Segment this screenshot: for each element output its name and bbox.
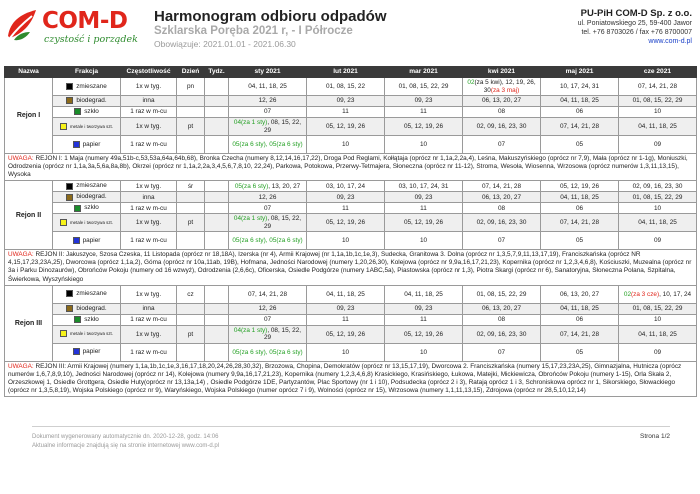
fraction-cell [53,232,121,250]
week-cell [205,203,229,214]
week-cell [205,192,229,203]
date-cell-apr: 06, 13, 20, 27 [463,192,541,203]
fraction-color-swatch [73,141,80,148]
fraction-color-swatch [74,108,81,115]
frequency-cell: 1x w tyg. [121,325,177,343]
fraction-color-swatch [60,123,67,130]
fraction-cell [53,325,121,343]
region-note-row [5,361,697,396]
fraction-color-swatch [73,237,80,244]
date-cell-may: 07, 14, 21, 28 [541,325,619,343]
date-cell-feb: 10 [307,343,385,361]
footer-info [32,433,219,450]
col-header-mar: mar 2021 [385,67,463,78]
region-note-row [5,154,697,181]
fraction-cell [53,203,121,214]
footer-website-note: Aktualne informacje znajdują się na stronie internetowej www.com-d.pl [32,442,220,449]
day-cell: pt [177,118,205,136]
region-note [5,250,697,285]
fraction-label: biodegrad. [76,304,107,312]
date-cell-mar: 10 [385,343,463,361]
date-cell-feb: 05, 12, 19, 26 [307,118,385,136]
fraction-color-swatch [60,219,67,226]
fraction-cell [53,96,121,107]
table-row [5,285,697,303]
frequency-cell: 1 raz w m-cu [121,136,177,154]
note-text: REJON III: Armii Krajowej (numery 1,1a,1b,1c,1e,3,16,17,18,20,24,26,28,30,32), Brzozowa, Chopina, Demokratów (oprócz nr 13,15,17,19), Dworcowa 2. Franciszkańska (numery 15,17,23,23A,25), Gimnazjalna, Hutnicza (oprócz numerów 1,6,7,8,9,10), Jedności Narodowej (oprócz nr 14), Kolejowa (numery 9,9a,16,17,21,23), Kopernika (numery 1,2,3,4,6,8) Krasickiego, Krasińskiego, Łukowa, Matejki, Mickiewicza, Obrońców Pokoju (numery 1-15), Orla Skała 2, Orzeszkowej 1, Osiedle Grottgera, Osiedle Huty(oprócz nr 13,13a,14) , Osiedle Podgórze 1DE, Partyzantów, Plac Sportowy (nr 1 i 10), Podsudecka (oprócz 2 i 3), Ratają oprócz 1 i 3, Schroniskowa oprócz nr 1, Sikorskiego, Słowackiego (oprócz nr 1,3,5,8,19), Wojska Polskiego (oprócz nr 9), Waryńskiego, Wojska Polskiego (numer oprócz 7 i 9), Wolności (oprócz nr 15), Wrzosowa (numery 1,1,11,13,15), Zdrojowa (oprócz nr 28,5,10,12,14) [8,362,682,394]
fraction-label: metale i tworzywa szt. [70,331,113,337]
week-cell [205,325,229,343]
table-row [5,203,697,214]
logo-tagline: czystość i porządek [44,34,138,45]
date-cell-apr: 07 [463,343,541,361]
date-cell-jun: 09 [619,343,697,361]
fraction-label: szkło [84,315,99,323]
date-cell-feb: 11 [307,107,385,118]
week-cell [205,118,229,136]
fraction-label: metale i tworzywa szt. [70,123,113,129]
fraction-cell [53,181,121,192]
date-cell-apr: 01, 08, 15, 22, 29 [463,285,541,303]
note-text: REJON I: 1 Maja (numery 49a,51b-c,53,53a,64a,64b,68), Bronka Czecha (numery 8,12,14,16,17,22), Droga Pod Reglami, Kołłątaja (oprócz nr 1,1a,2,2a,4), Leśna, Makuszyńskiego (oprócz nr 7,9), Mała (oprócz nr 1-1g), Moniuszki, Odrodzenia (oprócz nr 1,1a,3a,5,6a,8a,8b), Okrzei (oprócz nr 1,1a,2,2a,3,4,5,6,7,8,10, 22,24), Parkowa, Potokowa, Przerwy-Tetmajera, Słoneczna (oprócz nr 11-12), Stroma, Wesoła, Wiosenna, Wrzosowa (oprócz numerów 1,3,11,13,15), Wysoka [8,155,688,179]
frequency-cell: 1 raz w m-cu [121,232,177,250]
date-cell-apr: 07 [463,136,541,154]
date-cell-feb: 11 [307,203,385,214]
company-phone: tel. +76 8703026 / fax +76 8700007 [581,29,692,36]
fraction-color-swatch [60,330,67,337]
frequency-cell: 1x w tyg. [121,78,177,96]
date-cell-feb: 09, 23 [307,303,385,314]
week-cell [205,214,229,232]
date-cell-apr: 06, 13, 20, 27 [463,303,541,314]
page-header [0,0,700,62]
day-cell [177,343,205,361]
page-title: Harmonogram odbioru odpadów [154,8,387,25]
date-cell-jan: 12, 26 [229,303,307,314]
date-cell-jun: 02, 09, 16, 23, 30 [619,181,697,192]
date-cell-mar: 09, 23 [385,192,463,203]
frequency-cell: 1 raz w m-cu [121,203,177,214]
frequency-cell: 1x w tyg. [121,181,177,192]
day-cell: pt [177,214,205,232]
date-cell-mar: 10 [385,232,463,250]
date-moved: 04(za 1 sty) [233,215,268,223]
col-header-jan: sty 2021 [229,67,307,78]
fraction-label: szkło [84,204,99,212]
fraction-cell [53,192,121,203]
date-cell-jun: 04, 11, 18, 25 [619,325,697,343]
region-note [5,154,697,181]
note-text: REJON II: Jakuszyce, Szosa Czeska, 11 Listopada (oprócz nr 18,18A), Izerska (nr 4), Armii Krajowej (nr 1,1a,1b,1c,1e,3), Sudecka, Granitowa 3. Dolna (oprócz nr 1,3,5,7,9,11,13,17,19), Franciszkańska (oprócz NR 4,15,17,23,23A,25), Dworcowa (oprócz 1,1a,2), Góma (oprócz nr 10a,11ab, 19B), Hofmana, Jedności Narodowej (numery 1,20,26,30), Kolejowa (oprócz nr 9,9a,16,17,21,23), Kopernika (oprócz nr 1,2,3,4,6,8), Kościuszki, Muzealna (oprócz nr 3a i Parku Dinozaurów), Obrońców Pokoju (numery od 16 wzwyż), Odrodzenia (2,6,6c), Oficerska, Osiedle Podgórze (numery 1ABC,5a), Piastowska (oprócz nr 1,3), Piotra Skargi (oprócz nr 6), Sanatoryjna, Słoneczna Polana, Szpitalna, Świerkowa, Wyszyńskiego [8,251,692,283]
fraction-cell [53,343,121,361]
company-info [492,8,692,46]
date-cell-feb: 05, 12, 19, 26 [307,214,385,232]
date-cell-apr: 08 [463,107,541,118]
date-cell-apr: 07, 14, 21, 28 [463,181,541,192]
date-cell-jun: 01, 08, 15, 22, 29 [619,303,697,314]
date-cell-jun: 04, 11, 18, 25 [619,118,697,136]
frequency-cell: 1 raz w m-cu [121,343,177,361]
region-name: Rejon III [5,285,53,361]
table-row [5,232,697,250]
date-cell-jun [619,285,697,303]
date-cell-may: 05 [541,136,619,154]
date-moved: 05(za 6 sty) [234,182,269,190]
footer-divider [32,426,670,427]
frequency-cell: 1 raz w m-cu [121,107,177,118]
fraction-cell [53,314,121,325]
fraction-color-swatch [66,97,73,104]
table-row [5,214,697,232]
table-row [5,192,697,203]
page-number: Strona 1/2 [640,433,670,440]
date-cell-jan: 12, 26 [229,192,307,203]
frequency-cell: 1x w tyg. [121,214,177,232]
date-cell-jan [229,118,307,136]
fraction-label: papier [82,140,101,148]
fraction-cell [53,118,121,136]
date-cell-apr: 07 [463,232,541,250]
date-cell-jun: 09 [619,232,697,250]
date-moved: 02 [623,290,632,298]
date-text: , 08, 15, 22, 29 [263,326,302,342]
date-cell-jun: 09 [619,136,697,154]
company-website-link[interactable]: www.com-d.pl [648,38,692,45]
date-cell-may: 04, 11, 18, 25 [541,303,619,314]
table-row [5,107,697,118]
validity-period: Obowiązuje: 2021.01.01 - 2021.06.30 [154,39,296,49]
col-header-may: maj 2021 [541,67,619,78]
date-cell-may: 05, 12, 19, 26 [541,181,619,192]
date-cell-may: 04, 11, 18, 25 [541,96,619,107]
table-header-row [5,67,697,78]
col-header-frequency: Częstotliwość [121,67,177,78]
date-cell-may: 10, 17, 24, 31 [541,78,619,96]
col-header-apr: kwi 2021 [463,67,541,78]
fraction-label: zmieszane [76,290,107,298]
footer-generated: Dokument wygenerowany automatycznie dn. 2020-12-28, godz. 14:06 [32,434,219,440]
date-cell-feb: 10 [307,232,385,250]
col-header-jun: cze 2021 [619,67,697,78]
week-cell [205,181,229,192]
table-row [5,314,697,325]
date-cell-may: 05 [541,343,619,361]
date-cell-jan: 04, 11, 18, 25 [229,78,307,96]
frequency-cell: inna [121,192,177,203]
date-cell-may: 07, 14, 21, 28 [541,118,619,136]
fraction-cell [53,136,121,154]
date-cell-jun: 10 [619,107,697,118]
fraction-color-swatch [66,290,73,297]
col-header-fraction: Frakcja [53,67,121,78]
date-note: (za 3 cze) [631,290,660,298]
frequency-cell: 1x w tyg. [121,118,177,136]
week-cell [205,96,229,107]
week-cell [205,78,229,96]
table-row [5,343,697,361]
date-cell-jan: 07 [229,314,307,325]
date-moved: 04(za 1 sty) [233,326,268,334]
table-row [5,78,697,96]
week-cell [205,232,229,250]
date-text: , 10, 17, 24 [659,290,692,298]
date-cell-apr: 06, 13, 20, 27 [463,96,541,107]
date-cell-feb: 11 [307,314,385,325]
date-cell-mar: 04, 11, 18, 25 [385,285,463,303]
schedule-table [4,66,697,397]
fraction-label: zmieszane [76,82,107,90]
fraction-cell [53,78,121,96]
date-cell-jun: 07, 14, 21, 28 [619,78,697,96]
day-cell [177,303,205,314]
table-row [5,181,697,192]
date-cell-mar: 05, 12, 19, 26 [385,214,463,232]
date-cell-jan [229,214,307,232]
date-cell-mar: 09, 23 [385,303,463,314]
date-cell-jan [229,181,307,192]
fraction-label: szkło [84,108,99,116]
fraction-label: papier [82,348,101,356]
date-cell-mar: 01, 08, 15, 22, 29 [385,78,463,96]
date-cell-mar: 11 [385,107,463,118]
date-cell-jan: 07, 14, 21, 28 [229,285,307,303]
date-cell-jan: 05(za 6 sty), 05(za 6 sty) [229,343,307,361]
date-cell-may: 07, 14, 21, 28 [541,214,619,232]
date-cell-mar: 10 [385,136,463,154]
date-cell-jan: 12, 26 [229,96,307,107]
week-cell [205,136,229,154]
frequency-cell: 1x w tyg. [121,285,177,303]
date-cell-jun: 01, 08, 15, 22, 29 [619,192,697,203]
table-row [5,136,697,154]
table-row [5,303,697,314]
date-cell-mar: 11 [385,203,463,214]
region-name: Rejon I [5,78,53,154]
fraction-label: biodegrad. [76,97,107,105]
table-row [5,118,697,136]
frequency-cell: 1 raz w m-cu [121,314,177,325]
company-logo [4,6,146,46]
leaf-logo-icon [4,6,42,44]
date-cell-mar: 05, 12, 19, 26 [385,118,463,136]
date-text: , 13, 20, 27 [268,182,301,190]
date-cell-feb: 04, 11, 18, 25 [307,285,385,303]
date-cell-jan: 05(za 6 sty), 05(za 6 sty) [229,136,307,154]
day-cell [177,314,205,325]
date-cell-apr: 08 [463,203,541,214]
day-cell: cz [177,285,205,303]
date-cell-feb: 10 [307,136,385,154]
date-cell-mar: 11 [385,314,463,325]
date-cell-mar: 03, 10, 17, 24, 31 [385,181,463,192]
day-cell [177,136,205,154]
date-cell-apr: 02, 09, 16, 23, 30 [463,118,541,136]
frequency-cell: inna [121,303,177,314]
fraction-color-swatch [73,348,80,355]
fraction-color-swatch [74,316,81,323]
logo-text: COM-D [42,8,128,34]
date-cell-apr: 02, 09, 16, 23, 30 [463,214,541,232]
week-cell [205,314,229,325]
date-cell-jun: 10 [619,203,697,214]
note-label: UWAGA: [8,362,34,370]
date-cell-mar: 05, 12, 19, 26 [385,325,463,343]
date-moved-note: (za 1 sty) [241,119,268,127]
date-cell-jan [229,325,307,343]
region-note-row [5,250,697,285]
page-subtitle: Szklarska Poręba 2021 r, - I Półrocze [154,25,353,37]
col-header-name: Nazwa [5,67,53,78]
fraction-color-swatch [74,205,81,212]
date-cell-apr: 02, 09, 16, 23, 30 [463,325,541,343]
col-header-feb: lut 2021 [307,67,385,78]
date-text: (za 5 kwi), 12, 19, 26, 30 [474,79,536,94]
fraction-label: metale i tworzywa szt. [70,219,113,225]
date-text: , 08, 15, 22, 29 [263,215,302,230]
table-row [5,96,697,107]
fraction-cell [53,107,121,118]
col-header-week: Tydz. [205,67,229,78]
date-cell-feb: 09, 23 [307,192,385,203]
date-cell-may: 06 [541,314,619,325]
region-name: Rejon II [5,181,53,250]
fraction-label: zmieszane [76,182,107,190]
note-label: UWAGA: [8,251,34,259]
date-cell-jan: 07 [229,203,307,214]
day-cell: pt [177,325,205,343]
day-cell [177,232,205,250]
day-cell [177,192,205,203]
fraction-cell [53,285,121,303]
fraction-color-swatch [66,83,73,90]
date-cell-feb: 01, 08, 15, 22 [307,78,385,96]
region-note [5,361,697,396]
week-cell [205,343,229,361]
fraction-cell [53,303,121,314]
date-cell-jan: 07 [229,107,307,118]
day-cell: śr [177,181,205,192]
date-cell-feb: 09, 23 [307,96,385,107]
date-cell-may: 06 [541,203,619,214]
fraction-label: papier [82,236,101,244]
week-cell [205,285,229,303]
date-moved: 02 [467,79,475,87]
date-cell-may: 04, 11, 18, 25 [541,192,619,203]
date-moved: 04 [233,119,242,127]
fraction-color-swatch [66,194,73,201]
date-text: , 08, 15, 22, 29 [263,119,302,134]
fraction-label: biodegrad. [76,193,107,201]
table-row [5,325,697,343]
date-cell-jun: 01, 08, 15, 22, 29 [619,96,697,107]
date-cell-apr [463,78,541,96]
fraction-color-swatch [66,183,73,190]
date-cell-mar: 09, 23 [385,96,463,107]
date-cell-jan: 05(za 6 sty), 05(za 6 sty) [229,232,307,250]
date-cell-jun: 10 [619,314,697,325]
date-cell-jun: 04, 11, 18, 25 [619,214,697,232]
date-cell-may: 06, 13, 20, 27 [541,285,619,303]
week-cell [205,303,229,314]
date-cell-apr: 08 [463,314,541,325]
date-note: (za 3 maj) [490,86,520,94]
fraction-color-swatch [66,305,73,312]
fraction-cell [53,214,121,232]
company-address: ul. Poniatowskiego 25, 59-400 Jawor [577,20,692,27]
day-cell: pn [177,78,205,96]
day-cell [177,107,205,118]
day-cell [177,96,205,107]
date-cell-feb: 03, 10, 17, 24 [307,181,385,192]
company-name: PU-PiH COM-D Sp. z o.o. [580,8,692,19]
date-cell-may: 06 [541,107,619,118]
note-label: UWAGA: [8,155,34,162]
date-cell-feb: 05, 12, 19, 26 [307,325,385,343]
date-cell-may: 05 [541,232,619,250]
col-header-day: Dzień [177,67,205,78]
day-cell [177,203,205,214]
week-cell [205,107,229,118]
frequency-cell: inna [121,96,177,107]
